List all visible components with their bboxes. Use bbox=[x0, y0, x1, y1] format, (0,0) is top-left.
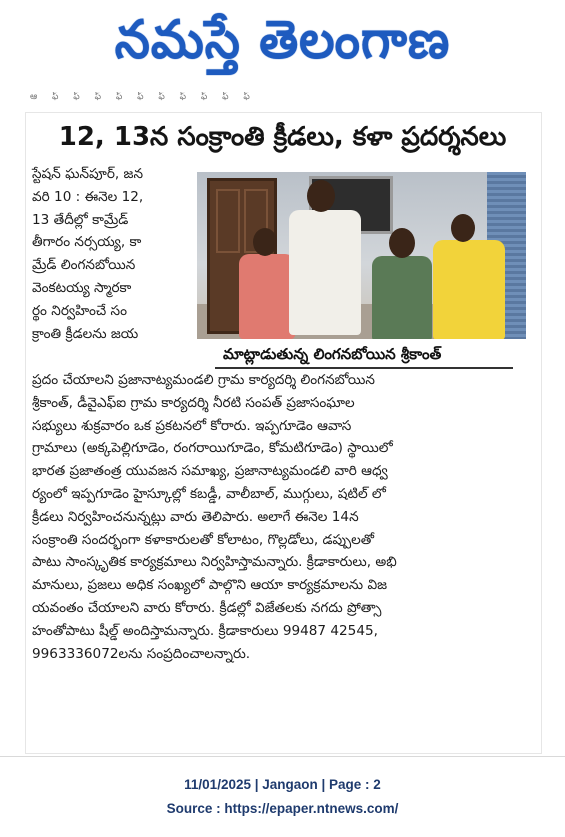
article-body-main bbox=[32, 369, 528, 665]
body-line: హంతోపాటు షీల్డ్ అందిస్తామన్నారు. క్రీడాకారులు 99487 42545, bbox=[32, 622, 378, 639]
body-line: క్రాంతి క్రీడలను జయ bbox=[32, 325, 139, 342]
body-line: పాటు సాంస్కృతిక కార్యక్రమాలు నిర్వహిస్తామన్నారు. క్రీడాకారులు, అభి bbox=[32, 554, 397, 571]
body-line: వరి 10 : ఈనెల 12, bbox=[32, 188, 144, 205]
page-footer bbox=[0, 773, 565, 821]
body-line: స్టేషన్ ఘన్‌పూర్, జన bbox=[32, 166, 144, 182]
body-line: సభ్యులు శుక్రవారం ఒక ప్రకటనలో కోరారు. ఇప్పగూడెం ఆవాస bbox=[32, 417, 352, 434]
masthead bbox=[0, 0, 565, 92]
article-body-intro bbox=[32, 163, 194, 345]
photo-caption: మాట్లాడుతున్న లింగనబోయిన శ్రీకాంత్ bbox=[215, 341, 513, 369]
source-link[interactable]: Source : https://epaper.ntnews.com/ bbox=[166, 801, 399, 816]
newspaper-logo: నమస్తే తెలంగాణ bbox=[114, 8, 451, 70]
footer-divider bbox=[0, 756, 565, 757]
dateline-strip: ఆ ఫ్ ఫ్ ఫ్ ఫ్ ఫ్ ఫ్ ఫ్ ఫ్ ఫ్ ఫ్ bbox=[30, 92, 256, 102]
body-line: శ్రీకాంత్, డీవైఎఫ్ఐ గ్రామ కార్యదర్శి నీరటి సంపత్ ప్రజాసంఘాల bbox=[32, 394, 355, 411]
body-line: సంక్రాంతి సందర్భంగా కళాకారులతో కోలాటం, గొల్లడోలు, డప్పులతో bbox=[32, 531, 375, 548]
body-line: ర్యంలో ఇప్పగూడెం హైస్కూల్లో కబడ్డీ, వాలీబాల్, ముగ్గులు, షటిల్ లో bbox=[32, 485, 386, 502]
body-line: భారత ప్రజాతంత్ర యువజన సమాఖ్య, ప్రజానాట్యమండలి వారి ఆధ్వ bbox=[32, 463, 388, 480]
edition-info: 11/01/2025 | Jangaon | Page : 2 bbox=[184, 777, 381, 792]
body-line: గ్రామాలు (అక్కపెల్లిగూడెం, రంగరాయిగూడెం, కోమటిగూడెం) స్థాయిలో bbox=[32, 440, 393, 457]
body-line: మ్రేడ్ లింగనబోయిన bbox=[32, 257, 136, 274]
body-line: తీగారం నర్సయ్య, కా bbox=[32, 234, 142, 251]
body-line: వెంకటయ్య స్మారకా bbox=[32, 279, 132, 296]
body-line: యవంతం చేయాలని వారు కోరారు. క్రీడల్లో విజేతలకు నగదు ప్రోత్సా bbox=[32, 599, 382, 616]
body-line: క్రీడలు నిర్వహించనున్నట్లు వారు తెలిపారు. అలాగే ఈనెల 14న bbox=[32, 508, 359, 525]
body-line: 13 తేదీల్లో కామ్రేడ్ bbox=[32, 211, 129, 228]
body-line: ప్రదం చేయాలని ప్రజానాట్యమండలి గ్రామ కార్యదర్శి లింగనబోయిన bbox=[32, 372, 375, 388]
body-line: మానులు, ప్రజలు అధిక సంఖ్యలో పాల్గొని ఆయా కార్యక్రమాలను విజ bbox=[32, 577, 388, 594]
body-line: 9963336072లను సంప్రదించాలన్నారు. bbox=[32, 645, 251, 662]
body-line: ర్థం నిర్వహించే సం bbox=[32, 302, 127, 319]
article-photo bbox=[197, 172, 526, 339]
article-headline: 12, 13న సంక్రాంతి క్రీడలు, కళా ప్రదర్శనలు bbox=[58, 122, 507, 152]
